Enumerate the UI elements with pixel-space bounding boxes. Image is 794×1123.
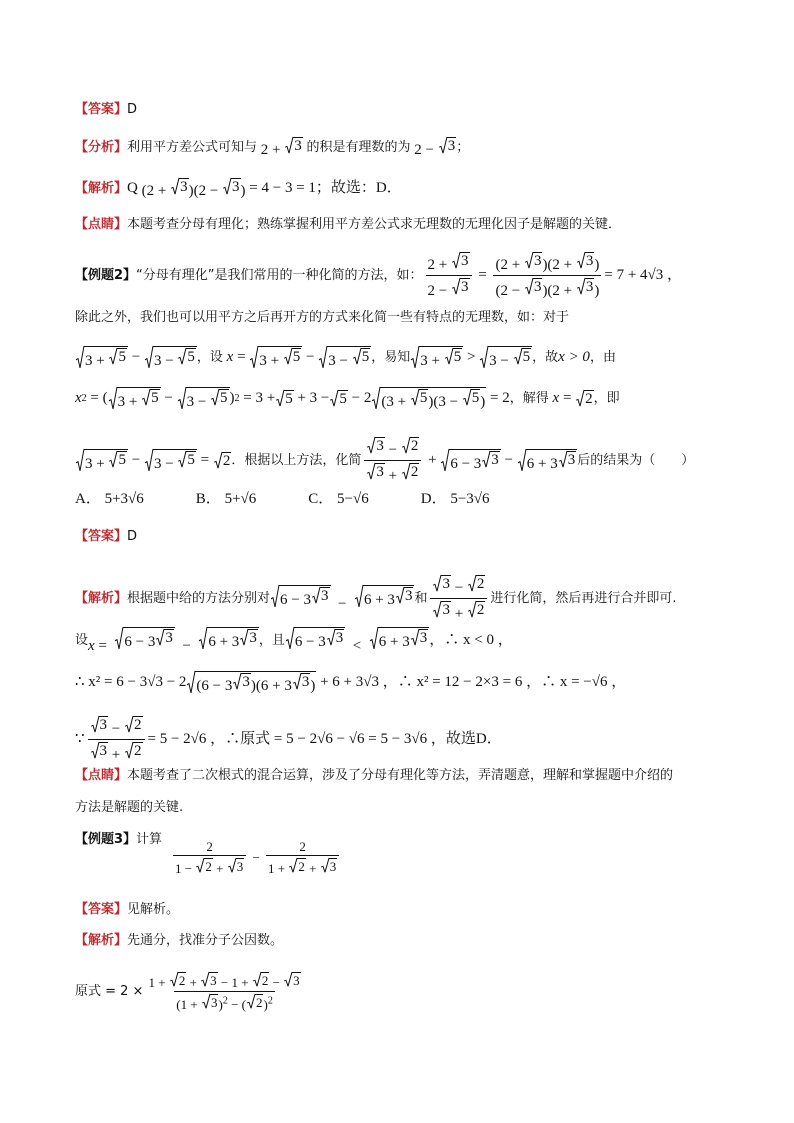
body-text: ，解得 <box>509 391 549 406</box>
inequality: x > 0 <box>558 349 590 365</box>
comment-tag: 【点睛】 <box>75 768 128 783</box>
ex2-answer <box>75 530 137 543</box>
fraction: 3 − 2 3 + 2 <box>430 575 487 622</box>
body-text: 除此之外，我们也可以用平方之后再开方的方式来化简一些有特点的无理数，如：对于 <box>75 310 570 325</box>
comment-text: 本题考查分母有理化；熟练掌握利用平方差公式求无理数的无理化因子是解题的关键． <box>127 217 622 232</box>
math-result: = 7 + 4√3 ， <box>604 267 683 283</box>
math-text: ∴ x² = 6 − 3√3 − 2 <box>75 674 187 690</box>
answer-tag: 【答案】 <box>75 529 128 544</box>
body-text: ，设 <box>196 350 223 365</box>
solution-tag: 【解析】 <box>75 181 128 196</box>
ex3-expression: 2 1 − 2 + 3 − 2 1 + 2 + 3 <box>170 840 342 875</box>
math-expr: 2 + 3 <box>257 138 302 158</box>
ex2-line5: 3 + 5 − 3 − 5 = 2 ．根据以上方法，化简 3 − 2 3 + 2 + 6 − 3 3 − 6 + 3 3 后的结果为（ ） <box>75 437 694 484</box>
intro-text: “分母有理化”是我们常用的一种化简的方法，如： <box>136 268 423 283</box>
analysis-text: 利用平方差公式可知与 <box>127 140 258 155</box>
body-text: 根据题中给的方法分别对 <box>127 591 271 606</box>
option-value: 5−√6 <box>337 491 369 507</box>
ex2-comment-cont <box>75 801 183 814</box>
fraction: (2 + 3 )(2 + 3 ) (2 − 3 )(2 + 3 ) <box>495 253 600 299</box>
ex2-line2 <box>75 311 569 324</box>
fraction: 1 + 2 + 3 − 1 + 2 − 3 (1 + 3 )$^2$ − ( 2 )$^2$ <box>148 973 300 1012</box>
option-label: C． <box>308 491 334 507</box>
ex3-solution <box>75 934 283 947</box>
analysis-text: 的积是有理数的为 <box>306 140 411 155</box>
comment-text: 方法是解题的关键. <box>75 800 184 815</box>
body-text: ，即 <box>593 391 620 406</box>
math-expr: 2 − 3 <box>410 138 456 158</box>
ex3-formula <box>75 972 306 1011</box>
answer-value: D <box>127 529 138 544</box>
body-text: ，故 <box>532 350 559 365</box>
example-title: 【例题3】 <box>75 832 137 847</box>
ex1-answer <box>75 103 137 116</box>
because-symbol: Q <box>127 180 138 196</box>
option-label: A． <box>75 491 101 507</box>
option-a[interactable] <box>75 492 144 507</box>
option-value: 5+3√6 <box>104 491 144 507</box>
ex1-comment <box>75 218 621 231</box>
analysis-tag: 【分析】 <box>75 140 128 155</box>
ex1-solution <box>75 178 402 199</box>
option-label: B． <box>195 491 221 507</box>
ex1-analysis <box>75 137 469 158</box>
ex2-step3 <box>75 716 502 763</box>
comment-tag: 【点睛】 <box>75 217 128 232</box>
option-value: 5+√6 <box>224 491 257 507</box>
body-text: ，易知 <box>371 350 411 365</box>
ex2-line4: x 2 = ( 3 + 5 − 3 − 5 ) 2 = 3 + 5 + 3 − 5 − 2 (3 + 5 )(3 − 5 ) = 2 ，解得 x = 2 ，即 <box>75 387 620 410</box>
fraction: 2 + 3 2 − 3 <box>426 252 472 299</box>
solution-tag: 【解析】 <box>75 591 128 606</box>
body-text: ．根据以上方法，化简 <box>231 453 362 468</box>
answer-tag: 【答案】 <box>75 902 128 917</box>
answer-tag: 【答案】 <box>75 102 128 117</box>
formula-lead: 原式 = 2 × <box>75 984 144 999</box>
option-value: 5−3√6 <box>450 491 490 507</box>
option-d[interactable] <box>421 492 490 507</box>
body-text: ，由 <box>589 350 616 365</box>
body-text: 和 <box>414 591 428 606</box>
nested-root: 3 + 5 <box>76 346 128 369</box>
math-expr: (2 + 3 )(2 − 3 ) <box>137 179 250 199</box>
answer-value: 见解析。 <box>127 902 180 917</box>
because-symbol: ∵ <box>75 731 85 747</box>
answer-value: D <box>127 102 138 117</box>
math-result: = 4 − 3 = 1；故选：D． <box>249 180 402 196</box>
math-text: + 6 + 3√3 ，∴ x² = 12 − 2×3 = 6 ，∴ x = −√6 ， <box>320 674 627 690</box>
ex2-step1: 设 x = 6 − 3 3 − 6 + 3 3 ，且 6 − 3 3 < 6 + 3 3 ，∴ x < 0 ， <box>75 627 513 654</box>
option-c[interactable] <box>308 492 368 507</box>
ex3-title-row <box>75 833 162 846</box>
math-text: = 5 − 2√6 ，∴原式 = 5 − 2√6 − √6 = 5 − 3√6 ，故选D． <box>147 731 502 747</box>
fraction: 2 1 − 2 + 3 <box>173 840 246 875</box>
ex2-step2: ∴ x² = 6 − 3√3 − 2 (6 − 3 3 )(6 + 3 3 ) + 6 + 3√3 ，∴ x² = 12 − 2×3 = 6 ，∴ x = −√6 ， <box>75 671 626 694</box>
fraction: 3 − 2 3 + 2 <box>88 716 145 763</box>
ex2-line3: 3 + 5 − 3 − 5 ，设 x = 3 + 5 − 3 − 5 ，易知 3 + 5 > 3 − 5 ，故 x > 0 ，由 <box>75 346 616 369</box>
analysis-end: ； <box>456 140 470 155</box>
body-text: 进行化简，然后再进行合并即可. <box>490 591 677 606</box>
ex2-intro: 【例题2】 “分母有理化”是我们常用的一种化简的方法，如： 2 + 3 2 − 3 = (2 + 3 )(2 + 3 ) (2 − 3 )(2 + 3 ) = 7 + 4√3 ， <box>75 253 683 299</box>
body-text: 后的结果为（ ） <box>577 453 695 468</box>
fraction: 3 − 2 3 + 2 <box>364 437 421 484</box>
ex2-solution: 【解析】 根据题中给的方法分别对 6 − 3 3 − 6 + 3 3 和 3 − 2 3 + 2 进行化简，然后再进行合并即可. <box>75 576 677 622</box>
fraction: 2 1 + 2 + 3 <box>266 840 339 875</box>
ex2-comment <box>75 769 673 782</box>
body-text: ，且 <box>258 633 285 648</box>
math-text: ，∴ x < 0 ， <box>429 632 513 648</box>
solution-tag: 【解析】 <box>75 933 128 948</box>
comment-text: 本题考查了二次根式的混合运算，涉及了分母有理化等方法，弄清题意，理解和掌握题中介绍的 <box>127 768 674 783</box>
body-text: 先通分，找准分子公因数。 <box>127 933 284 948</box>
ex2-options <box>75 492 542 507</box>
body-text: 设 <box>75 633 89 648</box>
ex3-answer <box>75 903 179 916</box>
option-b[interactable] <box>196 492 256 507</box>
nested-root: 3 − 5 <box>145 346 197 369</box>
option-label: D． <box>420 491 447 507</box>
prompt-text: 计算 <box>136 832 163 847</box>
example-title: 【例题2】 <box>75 268 137 283</box>
